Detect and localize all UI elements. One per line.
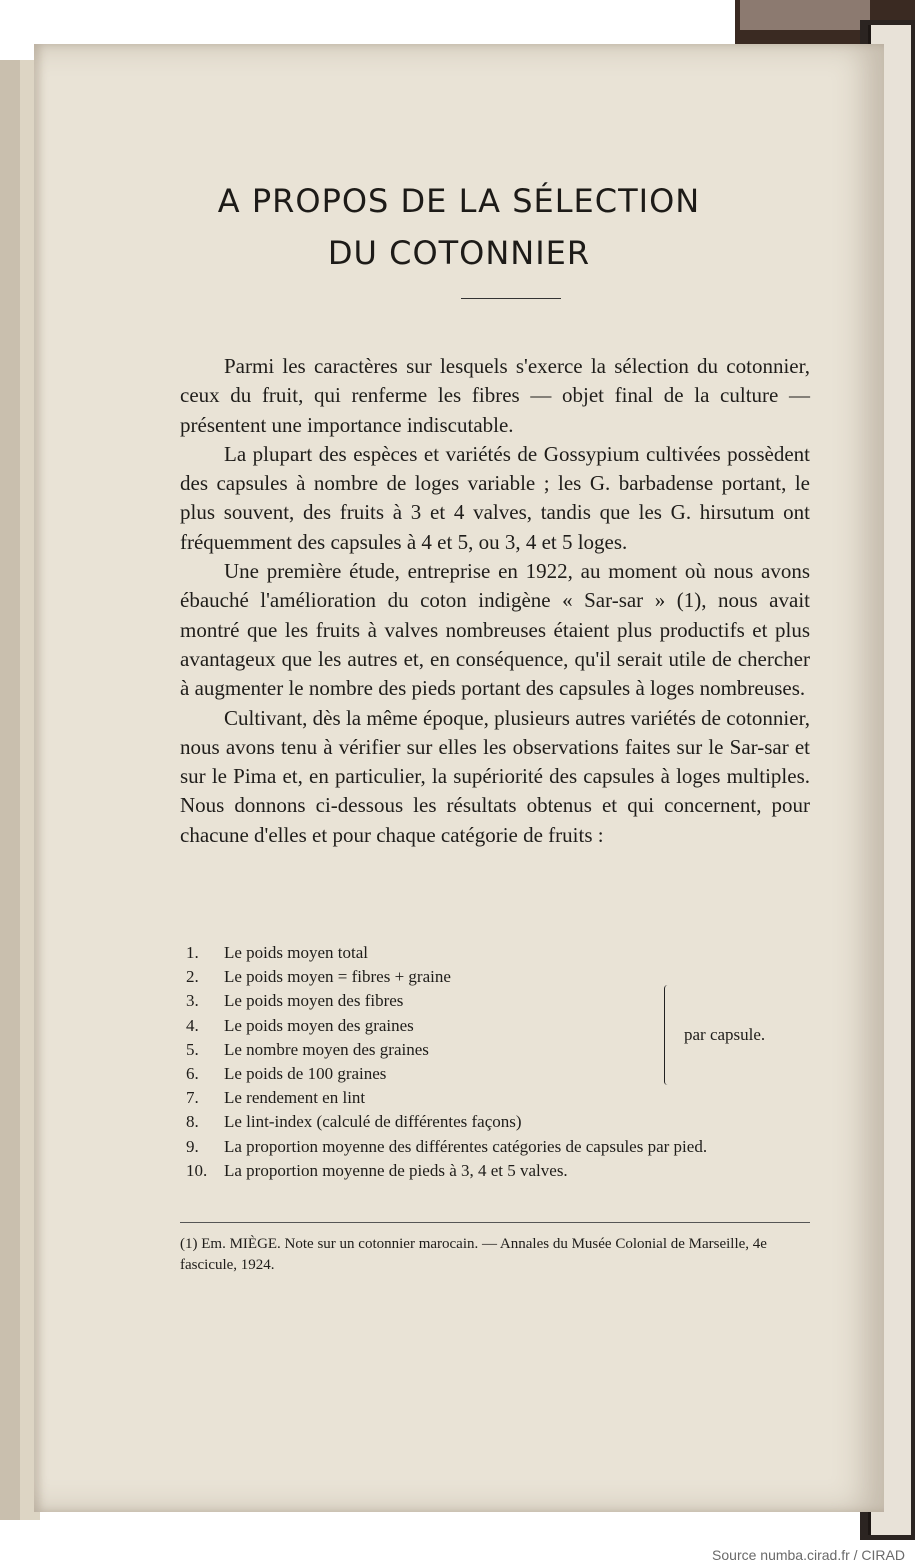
- list-item: 8. Le lint-index (calculé de différentes façons): [186, 1112, 522, 1132]
- title-rule: [461, 298, 561, 299]
- list-item: 10. La proportion moyenne de pieds à 3, 4 et 5 valves.: [186, 1160, 568, 1180]
- body-text: [180, 352, 810, 850]
- list-item: 4. Le poids moyen des graines: [186, 1015, 414, 1035]
- list-item: 2. Le poids moyen = fibres + graine: [186, 967, 451, 987]
- grouping-brace: [664, 985, 671, 1085]
- book-edge-top-highlight: [740, 0, 870, 30]
- list-item: 9. La proportion moyenne des différentes catégories de capsules par pied.: [186, 1136, 708, 1156]
- source-credit: Source numba.cirad.fr / CIRAD: [712, 1547, 905, 1563]
- brace-label: par capsule.: [684, 1025, 766, 1044]
- list-item: 6. Le poids de 100 graines: [186, 1064, 387, 1084]
- list-item: 5. Le nombre moyen des graines: [186, 1039, 429, 1059]
- paragraph-3: Une première étude, entreprise en 1922, au moment où nous avons ébauché l'amélioration du coton indigène « Sar-sar » (1), nous avait montré que les fruits à valves nombreuses étaient plus productifs et plus avantageux que les autres et, en conséquence, qu'il serait utile de chercher à augmenter le nombre des pieds portant des capsules à loges nombreuses.: [180, 559, 810, 701]
- page-title-line-2: DU COTONNIER: [327, 234, 591, 272]
- footnote-rule: [180, 1222, 810, 1223]
- list-item: 3. Le poids moyen des fibres: [186, 991, 404, 1011]
- footnote: (1) Em. MIÈGE. Note sur un cotonnier marocain. — Annales du Musée Colonial de Marseille, 4e fascicule, 1924.: [180, 1236, 767, 1273]
- list-item: 7. Le rendement en lint: [186, 1088, 366, 1108]
- paragraph-1: Parmi les caractères sur lesquels s'exerce la sélection du cotonnier, ceux du fruit, qui renferme les fibres — objet final de la culture — présentent une importance indiscutable.: [180, 354, 810, 437]
- paragraph-4: Cultivant, dès la même époque, plusieurs autres variétés de cotonnier, nous avons tenu à vérifier sur elles les observations faites sur le Sar-sar et sur le Pima et, en particulier, la supériorité des capsules à loges multiples. Nous donnons ci-dessous les résultats obtenus et qui concernent, pour chacune d'elles et pour chaque catégorie de fruits :: [180, 705, 810, 847]
- document-page: [34, 44, 884, 1512]
- criteria-list: [186, 941, 826, 1183]
- paragraph-2: La plupart des espèces et variétés de Gossypium cultivées possèdent des capsules à nombre de loges variable ; les G. barbadense portant, le plus souvent, des fruits à 3 et 4 valves, tandis que les G. hirsutum ont fréquemment des capsules à 4 et 5, ou 3, 4 et 5 loges.: [180, 441, 810, 554]
- list-item: 1. Le poids moyen total: [186, 943, 369, 962]
- page-title-line-1: A PROPOS DE LA SÉLECTION: [217, 182, 701, 220]
